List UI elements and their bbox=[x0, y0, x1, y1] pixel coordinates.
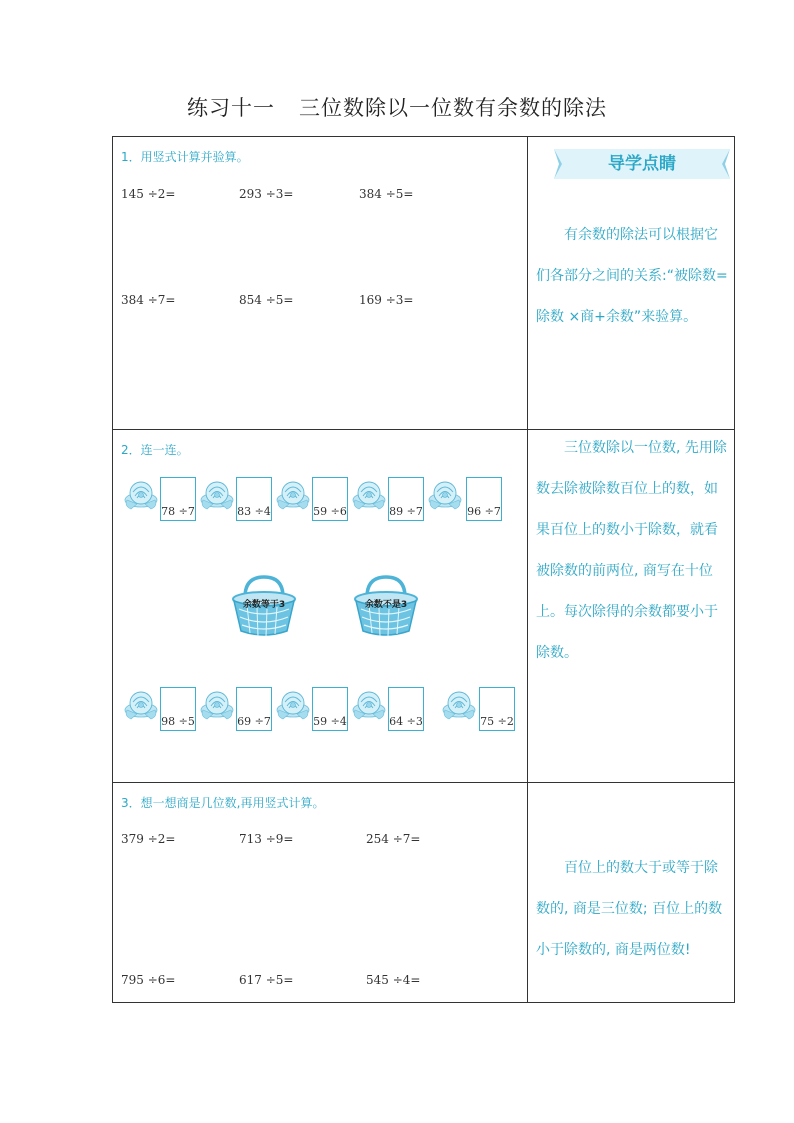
match-card[interactable] bbox=[236, 477, 272, 521]
match-card[interactable] bbox=[388, 477, 424, 521]
flower-icon bbox=[123, 478, 159, 514]
q3-expr-5: 617 ÷5= bbox=[239, 973, 294, 987]
flower-icon bbox=[199, 478, 235, 514]
basket-2-label: 余数不是3 bbox=[364, 600, 408, 610]
question-2-cell bbox=[113, 430, 528, 783]
q1-expr-3: 384 ÷5= bbox=[359, 187, 414, 201]
page-title bbox=[0, 92, 794, 122]
question-3-cell bbox=[113, 783, 528, 1003]
title-part1: 练习十一 bbox=[187, 96, 275, 120]
card-expr: 64 ÷3 bbox=[389, 715, 423, 728]
match-card[interactable] bbox=[160, 477, 196, 521]
tip-3-text: 百位上的数大于或等于除数的, 商是三位数; 百位上的数小于除数的, 商是两位数! bbox=[536, 860, 723, 958]
card-expr: 59 ÷6 bbox=[313, 505, 347, 518]
tip-2-text: 三位数除以一位数, 先用除数去除被除数百位上的数，如果百位上的数小于除数，就看被除数的前两位, 商写在十位上。每次除得的余数都要小于除数。 bbox=[536, 440, 727, 661]
q3-expr-1: 379 ÷2= bbox=[121, 832, 176, 846]
question-3-heading: 3．想一想商是几位数,再用竖式计算。 bbox=[121, 796, 325, 810]
flower-icon bbox=[123, 688, 159, 724]
match-card[interactable] bbox=[312, 687, 348, 731]
flower-icon bbox=[351, 688, 387, 724]
match-card[interactable] bbox=[479, 687, 515, 731]
question-1-cell bbox=[113, 137, 528, 430]
q1-expr-2: 293 ÷3= bbox=[239, 187, 294, 201]
guide-banner: 导学点睛 bbox=[608, 154, 676, 174]
match-card[interactable] bbox=[312, 477, 348, 521]
q3-expr-2: 713 ÷9= bbox=[239, 832, 294, 846]
card-expr: 96 ÷7 bbox=[467, 505, 501, 518]
card-expr: 83 ÷4 bbox=[237, 505, 271, 518]
card-expr: 89 ÷7 bbox=[389, 505, 423, 518]
card-expr: 59 ÷4 bbox=[313, 715, 347, 728]
flower-icon bbox=[427, 478, 463, 514]
q3-expr-6: 545 ÷4= bbox=[366, 973, 421, 987]
q3-expr-3: 254 ÷7= bbox=[366, 832, 421, 846]
q1-expr-4: 384 ÷7= bbox=[121, 293, 176, 307]
match-card[interactable] bbox=[388, 687, 424, 731]
tip-1-text: 有余数的除法可以根据它们各部分之间的关系:“被除数=除数 ×商+余数”来验算。 bbox=[536, 227, 728, 325]
title-part2: 三位数除以一位数有余数的除法 bbox=[299, 96, 607, 120]
flower-icon bbox=[351, 478, 387, 514]
question-1-heading: 1．用竖式计算并验算。 bbox=[121, 150, 249, 164]
question-2-heading: 2．连一连。 bbox=[121, 443, 189, 457]
tip-3-cell bbox=[528, 783, 735, 1003]
card-expr: 98 ÷5 bbox=[161, 715, 195, 728]
exercise-table bbox=[112, 136, 735, 1003]
flower-icon bbox=[275, 688, 311, 724]
match-card[interactable] bbox=[466, 477, 502, 521]
card-expr: 78 ÷7 bbox=[161, 505, 195, 518]
q1-expr-6: 169 ÷3= bbox=[359, 293, 414, 307]
match-card[interactable] bbox=[160, 687, 196, 731]
card-expr: 75 ÷2 bbox=[480, 715, 514, 728]
tip-2-cell bbox=[528, 430, 735, 783]
flower-icon bbox=[441, 688, 477, 724]
flower-icon bbox=[275, 478, 311, 514]
q1-expr-1: 145 ÷2= bbox=[121, 187, 176, 201]
q3-expr-4: 795 ÷6= bbox=[121, 973, 176, 987]
card-expr: 69 ÷7 bbox=[237, 715, 271, 728]
tip-1-cell bbox=[528, 137, 735, 430]
basket-1-label: 余数等于3 bbox=[242, 600, 286, 610]
q1-expr-5: 854 ÷5= bbox=[239, 293, 294, 307]
match-card[interactable] bbox=[236, 687, 272, 731]
flower-icon bbox=[199, 688, 235, 724]
